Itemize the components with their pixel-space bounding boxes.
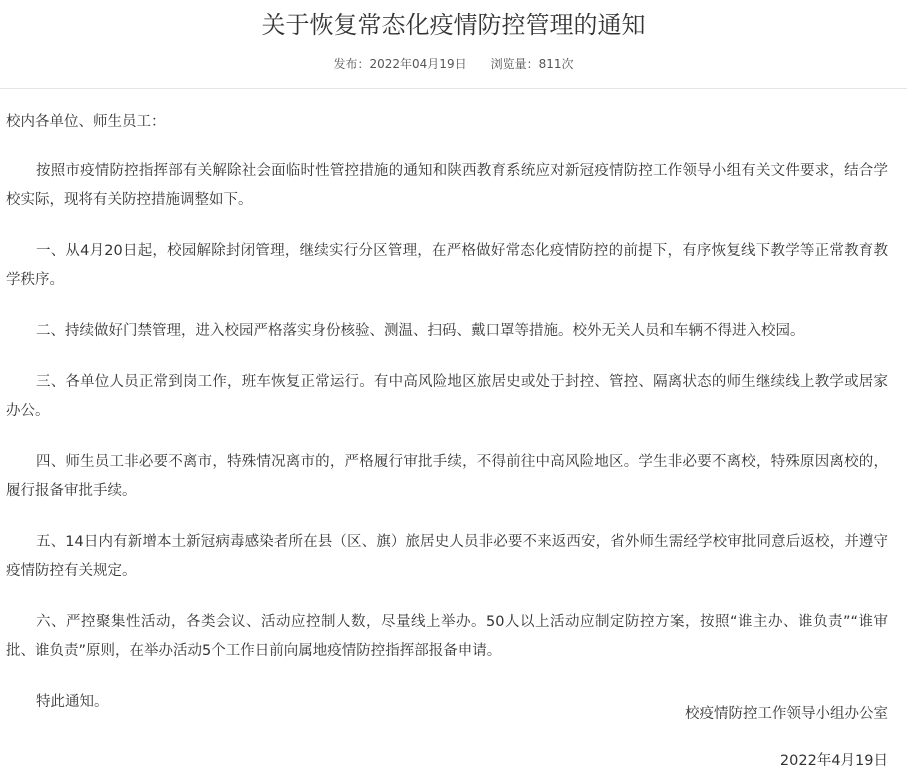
paragraph-item-1: 一、从4月20日起，校园解除封闭管理，继续实行分区管理，在严格做好常态化疫情防控的前提下，有序恢复线下教学等正常教育教学秩序。 [6,243,888,288]
signature-date: 2022年4月19日 [779,753,888,769]
paragraph-item-2: 二、持续做好门禁管理，进入校园严格落实身份核验、测温、扫码、戴口罩等措施。校外无关人员和车辆不得进入校园。 [36,323,805,339]
publish-date: 发布：2022年04月19日 [333,57,467,71]
article-body [6,108,888,739]
article-meta [0,55,907,73]
paragraph-intro: 按照市疫情防控指挥部有关解除社会面临时性管控措施的通知和陕西教育系统应对新冠疫情防控工作领导小组有关文件要求，结合学校实际，现将有关防控措施调整如下。 [6,163,888,208]
title-divider [0,88,907,89]
view-count: 浏览量：811次 [490,57,574,71]
paragraph-item-4: 四、师生员工非必要不离市，特殊情况离市的，严格履行审批手续，不得前往中高风险地区。学生非必要不离校，特殊原因离校的，履行报备审批手续。 [6,454,888,499]
paragraph-item-6: 六、严控聚集性活动，各类会议、活动应控制人数，尽量线上举办。50人以上活动应制定防控方案，按照“谁主办、谁负责”“谁审批、谁负责”原则，在举办活动5个工作日前向属地疫情防控指挥部报备申请。 [6,614,888,659]
salutation: 校内各单位、师生员工： [6,114,166,130]
signature: 校疫情防控工作领导小组办公室 [685,706,888,722]
page-title: 关于恢复常态化疫情防控管理的通知 [261,11,646,39]
paragraph-closing: 特此通知。 [36,694,109,710]
paragraph-item-3: 三、各单位人员正常到岗工作，班车恢复正常运行。有中高风险地区旅居史或处于封控、管控、隔离状态的师生继续线上教学或居家办公。 [6,374,888,419]
paragraph-item-5: 五、14日内有新增本土新冠病毒感染者所在县（区、旗）旅居史人员非必要不来返西安，省外师生需经学校审批同意后返校，并遵守疫情防控有关规定。 [6,534,888,579]
